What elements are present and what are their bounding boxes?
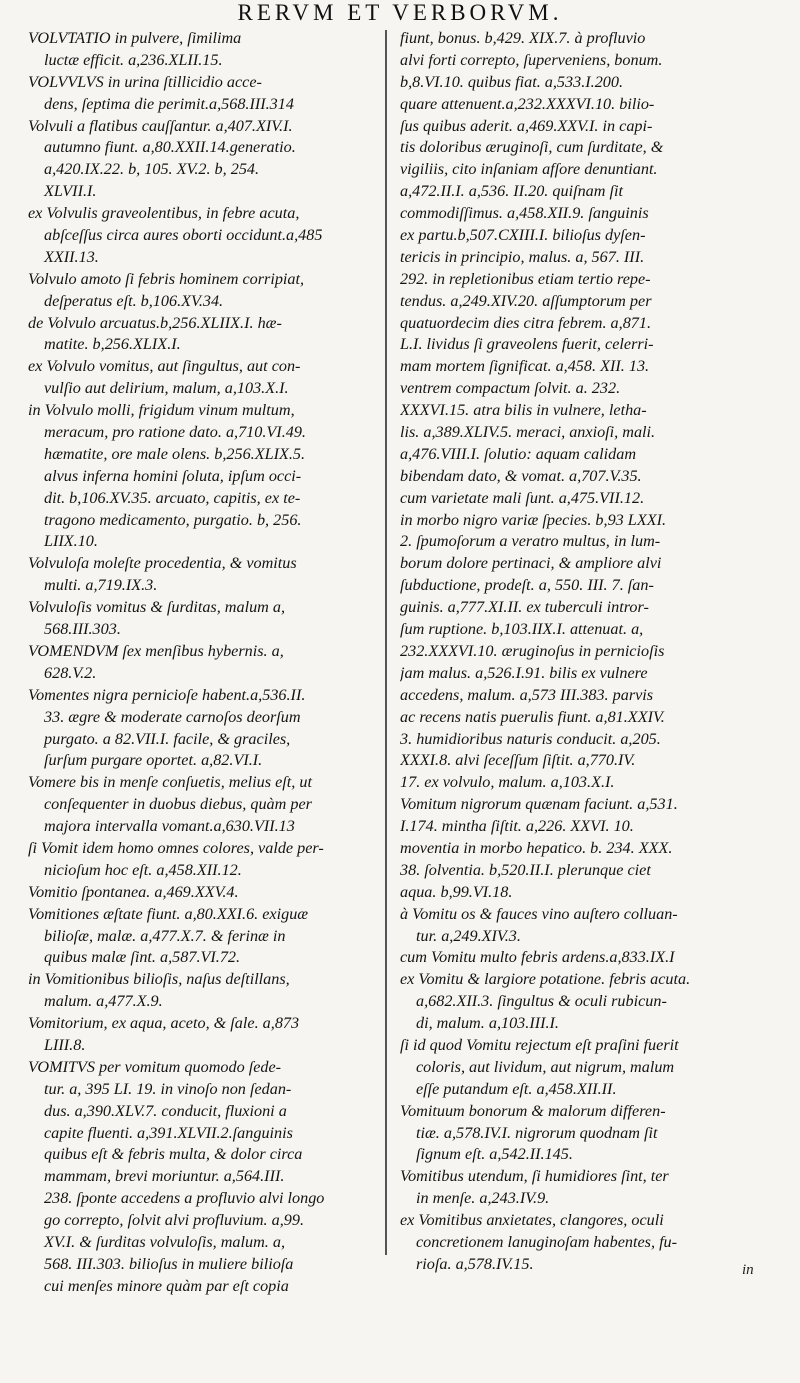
index-line: mammam, brevi moriuntur. a,564.III.: [44, 1167, 285, 1186]
index-line: lis. a,389.XLIV.5. meraci, anxioſi, mali.: [400, 423, 656, 442]
index-line: mam mortem ſignificat. a,458. XII. 13.: [400, 357, 650, 376]
index-line: quatuordecim dies citra febrem. a,871.: [400, 313, 652, 332]
index-line: XLVII.I.: [44, 182, 97, 201]
index-line: accedens, malum. a,573 III.383. parvis: [400, 685, 654, 704]
index-line: vulſio aut delirium, malum, a,103.X.I.: [44, 379, 289, 398]
index-line: tendus. a,249.XIV.20. aſſumptorum per: [400, 291, 652, 310]
index-line: XXXI.8. alvi ſeceſſum ſiſtit. a,770.IV.: [400, 751, 636, 770]
index-line: 17. ex volvulo, malum. a,103.X.I.: [400, 773, 615, 792]
index-line: fiunt, bonus. b,429. XIX.7. à profluvio: [400, 29, 646, 47]
index-line: ac recens natis puerulis fiunt. a,81.XXIV.: [400, 707, 665, 726]
index-line: ex Volvulis graveolentibus, in febre acuta,: [28, 204, 300, 223]
index-line: ſurſum purgare oportet. a,82.VI.I.: [44, 751, 263, 770]
index-line: ſi Vomit idem homo omnes colores, valde per-: [28, 838, 324, 857]
running-head: RERVM ET VERBORVM.: [237, 0, 563, 25]
index-line: VOLVTATIO in pulvere, ſimilima: [28, 29, 242, 47]
index-line: Vomere bis in menſe conſuetis, melius eſt, ut: [28, 773, 312, 792]
index-line: Vomitiones æſtate fiunt. a,80.XXI.6. exiguæ: [28, 904, 309, 923]
column-rule: [385, 30, 387, 1255]
index-line: a,476.VIII.I. ſolutio: aquam calidam: [400, 444, 637, 463]
index-line: vigiliis, cito inſaniam afſore denuntiant.: [400, 160, 658, 179]
index-line: coloris, aut lividum, aut nigrum, malum: [416, 1057, 675, 1076]
index-line: Volvuloſa moleſte procedentia, & vomitus: [28, 554, 297, 573]
index-line: purgato. a 82.VII.I. facile, & graciles,: [44, 729, 291, 748]
index-line: cum Vomitu multo febris ardens.a,833.IX.I: [400, 948, 675, 967]
index-line: Volvuloſis vomitus & ſurditas, malum a,: [28, 598, 286, 617]
index-line: multi. a,719.IX.3.: [44, 576, 158, 595]
index-line: in morbo nigro variæ ſpecies. b,93 LXXI.: [400, 510, 667, 529]
index-line: guinis. a,777.XI.II. ex tuberculi intror-: [400, 598, 649, 617]
index-line: ſubductione, prodeſt. a, 550. III. 7. ſan-: [400, 576, 654, 595]
index-line: ſum ruptione. b,103.IIX.I. attenuat. a,: [400, 620, 644, 639]
index-line: Vomitorium, ex aqua, aceto, & ſale. a,873: [28, 1014, 300, 1033]
index-line: 232.XXXVI.10. æruginoſus in pernicioſis: [400, 641, 665, 660]
index-line: ſus quibus aderit. a,469.XXV.I. in capi-: [400, 116, 653, 135]
index-line: aqua. b,99.VI.18.: [400, 882, 513, 901]
index-line: cum varietate mali ſunt. a,475.VII.12.: [400, 488, 645, 507]
index-line: borum dolore pertinaci, & ampliore alvi: [400, 554, 662, 573]
index-line: 3. humidioribus naturis conducit. a,205.: [400, 729, 661, 748]
index-line: bilioſæ, malæ. a,477.X.7. & ferinæ in: [44, 926, 286, 945]
index-line: tericis in principio, malus. a, 567. III.: [400, 247, 645, 266]
index-line: tur. a,249.XIV.3.: [416, 926, 521, 945]
index-line: di, malum. a,103.III.I.: [416, 1014, 559, 1033]
index-line: LIII.8.: [44, 1035, 86, 1054]
index-line: Vomentes nigra pernicioſe habent.a,536.II.: [28, 685, 306, 704]
index-line: 568.III.303.: [44, 620, 121, 639]
index-line: rioſa. a,578.IV.15.: [416, 1254, 534, 1273]
index-line: cui menſes minore quàm par eſt copia: [44, 1276, 289, 1295]
index-line: meracum, pro ratione dato. a,710.VI.49.: [44, 423, 306, 442]
index-line: commodiſſimus. a,458.XII.9. ſanguinis: [400, 204, 649, 223]
index-line: 33. ægre & moderate carnoſos deorſum: [44, 707, 301, 726]
index-line: a,682.XII.3. ſingultus & oculi rubicun-: [416, 992, 667, 1011]
index-line: Volvulo amoto ſi febris hominem corripiat,: [28, 269, 305, 288]
index-line: eſſe putandum eſt. a,458.XII.II.: [416, 1079, 617, 1098]
index-line: autumno fiunt. a,80.XXII.14.generatio.: [44, 138, 296, 157]
index-line: abſceſſus circa aures oborti occidunt.a,485: [44, 226, 323, 245]
index-line: alvi forti correpto, ſuperveniens, bonum.: [400, 50, 663, 69]
index-line: moventia in morbo hepatico. b. 234. XXX.: [400, 838, 673, 857]
index-line: 2. ſpumoſorum a veratro multus, in lum-: [400, 532, 661, 551]
index-line: deſperatus eſt. b,106.XV.34.: [44, 291, 224, 310]
index-line: Vomitibus utendum, ſi humidiores ſint, ter: [400, 1167, 669, 1186]
index-line: 38. ſolventia. b,520.II.I. plerunque ciet: [400, 860, 651, 879]
index-line: in Vomitionibus bilioſis, naſus deſtillans,: [28, 970, 290, 989]
right-column: [400, 28, 762, 1276]
index-line: XV.I. & ſurditas volvuloſis, malum. a,: [44, 1232, 286, 1251]
index-line: VOLVVLVS in urina ſtillicidio acce-: [28, 72, 262, 91]
index-line: ex partu.b,507.CXIII.I. bilioſus dyſen-: [400, 226, 646, 245]
index-line: XXII.13.: [44, 247, 99, 266]
index-line: Volvuli a flatibus cauſſantur. a,407.XIV.I.: [28, 116, 293, 135]
index-line: quibus malæ ſint. a,587.VI.72.: [44, 948, 241, 967]
index-line: Vomitio ſpontanea. a,469.XXV.4.: [28, 882, 239, 901]
index-line: I.174. mintha ſiſtit. a,226. XXVI. 10.: [400, 817, 634, 836]
index-line: b,8.VI.10. quibus fiat. a,533.I.200.: [400, 72, 624, 91]
index-line: à Vomitu os & fauces vino auſtero colluan-: [400, 904, 678, 923]
index-line: XXXVI.15. atra bilis in vulnere, letha-: [400, 401, 647, 420]
index-line: ſi id quod Vomitu rejectum eſt praſini fuerit: [400, 1035, 679, 1054]
index-line: dus. a,390.XLV.7. conducit, fluxioni a: [44, 1101, 287, 1120]
index-line: Vomitum nigrorum quænam faciunt. a,531.: [400, 795, 678, 814]
index-line: conſequenter in duobus diebus, quàm per: [44, 795, 312, 814]
index-line: ſignum eſt. a,542.II.145.: [416, 1145, 573, 1164]
index-line: hæmatite, ore male olens. b,256.XLIX.5.: [44, 444, 306, 463]
index-line: tiæ. a,578.IV.I. nigrorum quodnam ſit: [416, 1123, 658, 1142]
index-line: bibendam dato, & vomat. a,707.V.35.: [400, 466, 642, 485]
index-line: in Volvulo molli, frigidum vinum multum,: [28, 401, 295, 420]
index-line: a,420.IX.22. b, 105. XV.2. b, 254.: [44, 160, 260, 179]
index-line: luctæ efficit. a,236.XLII.15.: [44, 50, 223, 69]
index-line: VOMENDVM ſex menſibus hybernis. a,: [28, 641, 284, 660]
index-line: tragono medicamento, purgatio. b, 256.: [44, 510, 302, 529]
index-line: go correpto, ſolvit alvi profluvium. a,99.: [44, 1211, 305, 1230]
index-line: alvus inferna homini ſoluta, ipſum occi-: [44, 466, 302, 485]
index-line: Vomituum bonorum & malorum differen-: [400, 1101, 666, 1120]
index-line: nicioſum hoc eſt. a,458.XII.12.: [44, 860, 242, 879]
index-line: in menſe. a,243.IV.9.: [416, 1189, 550, 1208]
index-line: 238. ſponte accedens a profluvio alvi longo: [44, 1189, 325, 1208]
index-line: quare attenuent.a,232.XXXVI.10. bilio-: [400, 94, 655, 113]
index-line: ex Vomitibus anxietates, clangores, oculi: [400, 1211, 664, 1230]
index-line: tis doloribus æruginoſi, cum ſurditate, &: [400, 138, 664, 157]
index-line: ventrem compactum ſolvit. a. 232.: [400, 379, 621, 398]
index-line: malum. a,477.X.9.: [44, 992, 163, 1011]
catchword: in: [742, 1262, 754, 1278]
index-line: matite. b,256.XLIX.I.: [44, 335, 181, 354]
index-line: majora intervalla vomant.a,630.VII.13: [44, 817, 295, 836]
index-line: LIIX.10.: [44, 532, 98, 551]
index-line: concretionem lanuginoſam habentes, fu-: [416, 1232, 678, 1251]
index-line: dens, ſeptima die perimit.a,568.III.314: [44, 94, 294, 113]
left-column: [28, 28, 372, 1298]
index-line: dit. b,106.XV.35. arcuato, capitis, ex te-: [44, 488, 301, 507]
index-line: VOMITVS per vomitum quomodo ſede-: [28, 1057, 282, 1076]
index-line: 292. in repletionibus etiam tertio repe-: [400, 269, 651, 288]
index-line: capite fluenti. a,391.XLVII.2.ſanguinis: [44, 1123, 293, 1142]
index-line: ex Vomitu & largiore potatione. febris acuta.: [400, 970, 691, 989]
index-line: L.I. lividus ſi graveolens fuerit, celerri-: [400, 335, 654, 354]
index-line: 628.V.2.: [44, 663, 97, 682]
index-line: de Volvulo arcuatus.b,256.XLIIX.I. hæ-: [28, 313, 282, 332]
index-line: tur. a, 395 LI. 19. in vinoſo non ſedan-: [44, 1079, 292, 1098]
index-line: a,472.II.I. a,536. II.20. quiſnam ſit: [400, 182, 624, 201]
index-line: 568. III.303. bilioſus in muliere bilioſa: [44, 1254, 294, 1273]
index-line: quibus eſt & febris multa, & dolor circa: [44, 1145, 303, 1164]
index-line: jam malus. a,526.I.91. bilis ex vulnere: [400, 663, 648, 682]
index-line: ex Volvulo vomitus, aut ſingultus, aut con-: [28, 357, 301, 376]
